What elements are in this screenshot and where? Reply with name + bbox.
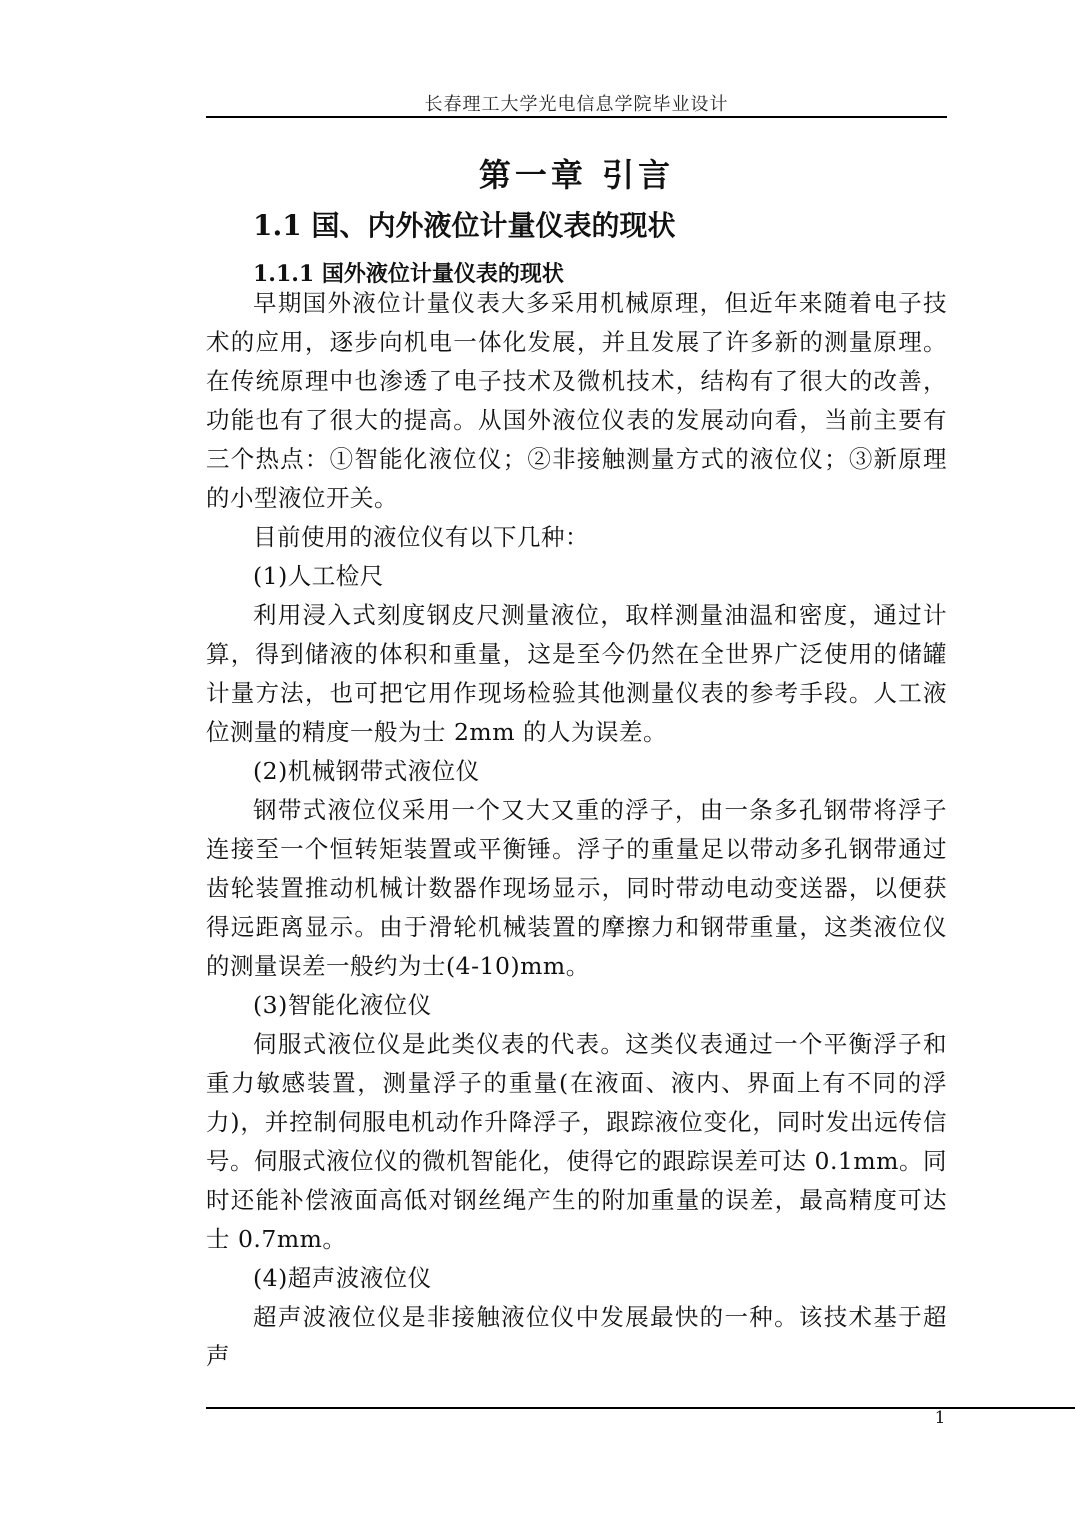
paragraph-steel-tape: 钢带式液位仪采用一个又大又重的浮子，由一条多孔钢带将浮子连接至一个恒转矩装置或平衡锤。浮子的重量足以带动多孔钢带通过齿轮装置推动机械计数器作现场显示，同时带动电动变送器，以便获得远距离显示。由于滑轮机械装置的摩擦力和钢带重量，这类液位仪的测量误差一般约为士(4-10)mm。 xyxy=(206,796,947,980)
subsection-title: 1.1.1 国外液位计量仪表的现状 xyxy=(253,261,564,287)
paragraph-overview: 早期国外液位计量仪表大多采用机械原理，但近年来随着电子技术的应用，逐步向机电一体化发展，并且发展了许多新的测量原理。在传统原理中也渗透了电子技术及微机技术，结构有了很大的改善，功能也有了很大的提高。从国外液位仪表的发展动向看，当前主要有三个热点：①智能化液位仪；②非接触测量方式的液位仪；③新原理的小型液位开关。 xyxy=(206,289,947,512)
item-heading-manual-gauging: (1)人工检尺 xyxy=(253,562,384,590)
paragraph-smart-gauge: 伺服式液位仪是此类仪表的代表。这类仪表通过一个平衡浮子和重力敏感装置，测量浮子的重量(在液面、液内、界面上有不同的浮力)，并控制伺服电机动作升降浮子，跟踪液位变化，同时发出远传信号。伺服式液位仪的微机智能化，使得它的跟踪误差可达 0.1mm。同时还能补偿液面高低对钢丝绳产生的附加重量的误差，最高精度可达士 0.7mm。 xyxy=(206,1030,947,1253)
paragraph-ultrasonic: 超声波液位仪是非接触液位仪中发展最快的一种。该技术基于超声 xyxy=(206,1303,947,1370)
paragraph-manual-gauging: 利用浸入式刻度钢皮尺测量液位，取样测量油温和密度，通过计算，得到储液的体积和重量，这是至今仍然在全世界广泛使用的储罐计量方法，也可把它用作现场检验其他测量仪表的参考手段。人工液位测量的精度一般为士 2mm 的人为误差。 xyxy=(206,601,947,746)
page-number: 1 xyxy=(934,1408,946,1428)
paragraph-intro-list: 目前使用的液位仪有以下几种： xyxy=(253,523,589,551)
item-heading-smart-gauge: (3)智能化液位仪 xyxy=(253,991,432,1019)
running-header: 长春理工大学光电信息学院毕业设计 xyxy=(424,94,729,115)
section-title: 1.1 国、内外液位计量仪表的现状 xyxy=(253,209,676,242)
header-rule xyxy=(206,116,947,118)
item-heading-steel-tape: (2)机械钢带式液位仪 xyxy=(253,757,480,785)
chapter-title: 第一章 引言 xyxy=(478,156,675,194)
body-text xyxy=(206,284,947,1376)
item-heading-ultrasonic: (4)超声波液位仪 xyxy=(253,1264,432,1292)
